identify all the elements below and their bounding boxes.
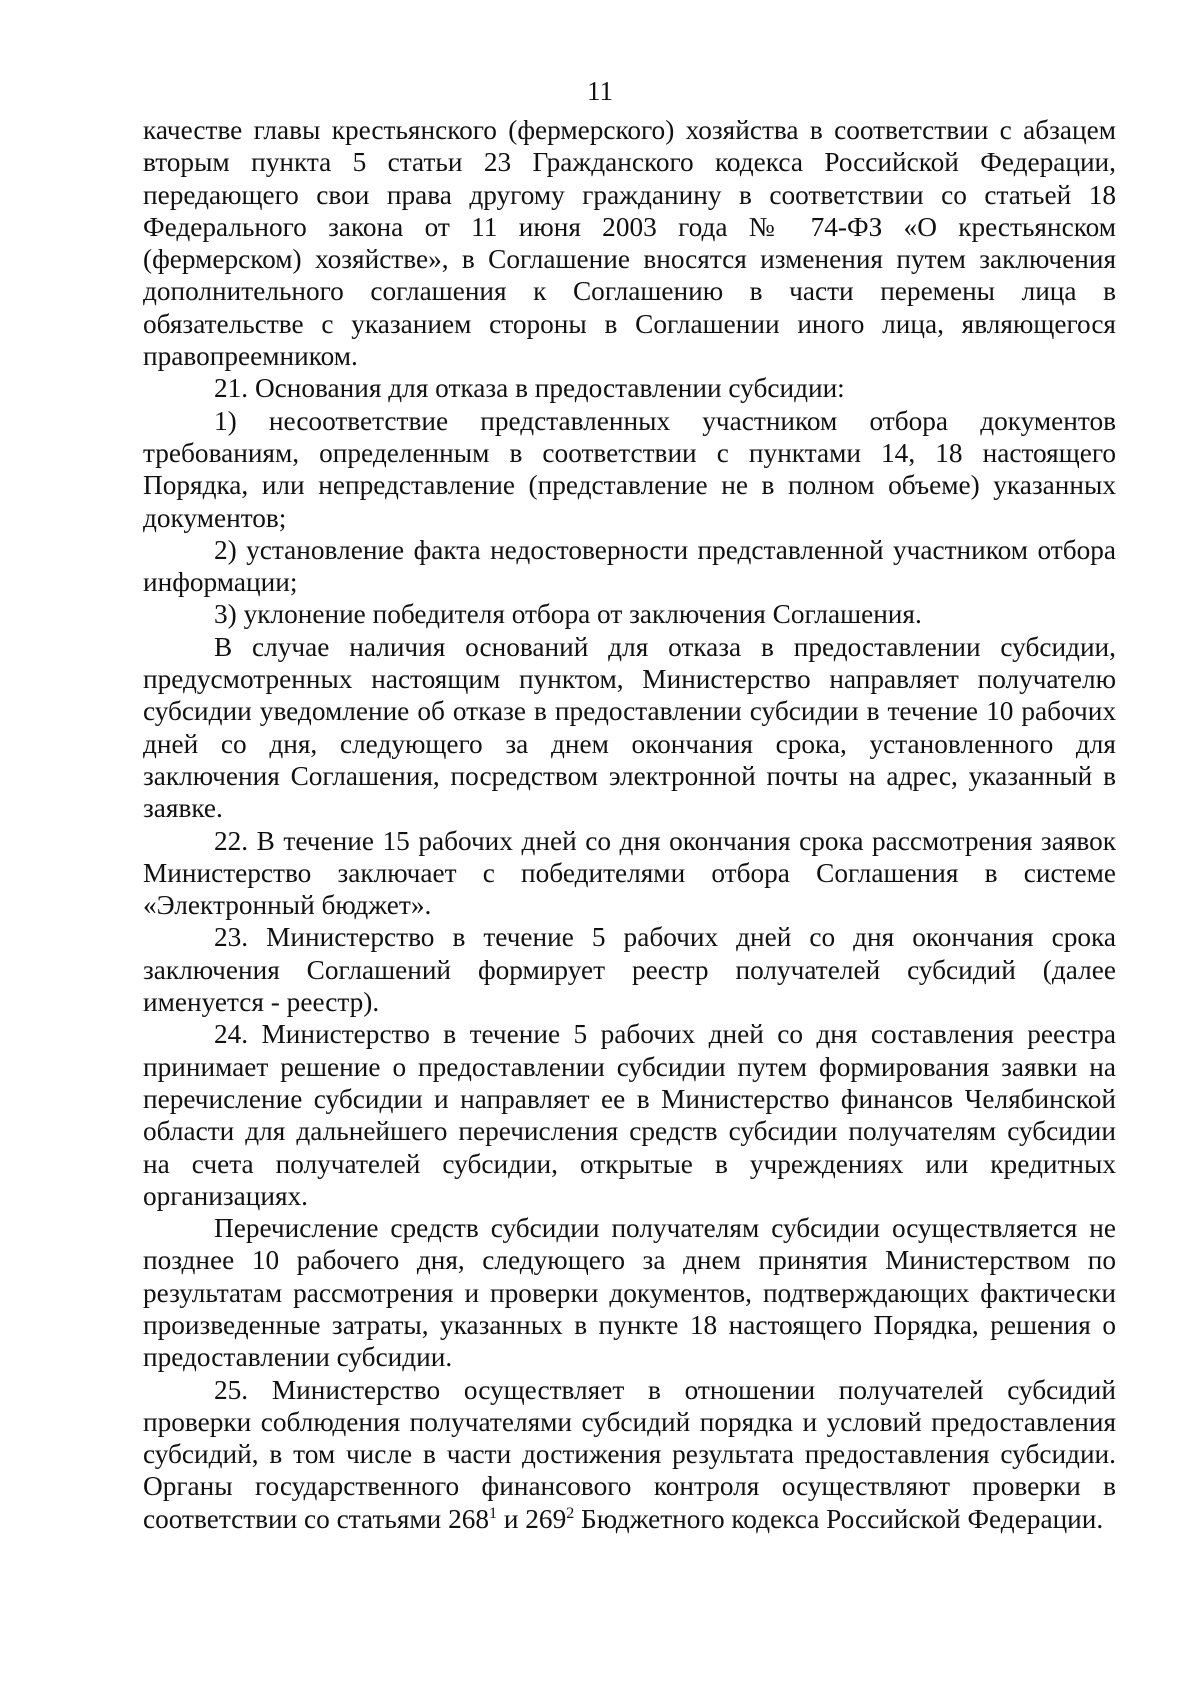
paragraph-21-refusal-notice: В случае наличия оснований для отказа в предоставлении субсидии, предусмотренных настоящим пунктом, Министерство направляет получателю субсидии уведомление об отказе в предоставлении субсидии в течение 10 рабочих дней со дня, следующего за днем окончания срока, установленного для заключения Соглашения, посредством электронной почты на адрес, указанный в заявке.: [143, 631, 1116, 824]
paragraph-23: 23. Министерство в течение 5 рабочих дней со дня окончания срока заключения Соглашений формирует реестр получателей субсидий (далее именуется - реестр).: [143, 922, 1116, 1018]
paragraph-24: 24. Министерство в течение 5 рабочих дней со дня составления реестра принимает решение о предоставлении субсидии путем формирования заявки на перечисление субсидии и направляет ее в Министерство финансов Челябинской области для дальнейшего перечисления средств субсидии получателям субсидии на счета получателей субсидии, открытые в учреждениях или кредитных организациях.: [143, 1019, 1116, 1211]
paragraph-21-item-1: 1) несоответствие представленных участником отбора документов требованиям, определенным в соответствии с пунктами 14, 18 настоящего Порядка, или непредставление (представление не в полном объеме) указанных документов;: [143, 405, 1116, 533]
paragraph-21-item-3: 3) уклонение победителя отбора от заключения Соглашения.: [214, 599, 922, 630]
paragraph-21-item-2: 2) установление факта недостоверности представленной участником отбора информации;: [143, 534, 1116, 598]
page-number: 11: [587, 76, 613, 106]
paragraph-25-text-2: и 269: [497, 1503, 567, 1534]
superscript-2: 2: [566, 1504, 575, 1522]
paragraph-25: [143, 1374, 1116, 1535]
paragraph-continuation: качестве главы крестьянского (фермерского) хозяйства в соответствии с абзацем вторым пункта 5 статьи 23 Гражданского кодекса Российской Федерации, передающего свои права другому гражданину в соответствии со статьей 18 Федерального закона от 11 июня 2003 года № 74-ФЗ «О крестьянском (фермерском) хозяйстве», в Соглашение вносятся изменения путем заключения дополнительного соглашения к Соглашению в части перемены лица в обязательстве с указанием стороны в Соглашении иного лица, являющегося правопреемником.: [143, 115, 1116, 372]
paragraph-25-text-3: Бюджетного кодекса Российской Федерации.: [574, 1503, 1104, 1534]
paragraph-21-heading: 21. Основания для отказа в предоставлении субсидии:: [214, 373, 845, 404]
paragraph-24-transfer: Перечисление средств субсидии получателям субсидии осуществляется не позднее 10 рабочего дня, следующего за днем принятия Министерством по результатам рассмотрения и проверки документов, подтверждающих фактически произведенные затраты, указанных в пункте 18 настоящего Порядка, решения о предоставлении субсидии.: [143, 1213, 1116, 1373]
superscript-1: 1: [489, 1504, 498, 1522]
document-body: [143, 114, 1116, 1535]
paragraph-22: 22. В течение 15 рабочих дней со дня окончания срока рассмотрения заявок Министерство заключает с победителями отбора Соглашения в системе «Электронный бюджет».: [143, 825, 1116, 921]
paragraph-25-text-1: 25. Министерство осуществляет в отношении получателей субсидий проверки соблюдения получателями субсидий порядка и условий предоставления субсидий, в том числе в части достижения результата предоставления субсидии. Органы государственного финансового контроля осуществляют проверки в соответствии со статьями 268: [143, 1374, 1116, 1534]
